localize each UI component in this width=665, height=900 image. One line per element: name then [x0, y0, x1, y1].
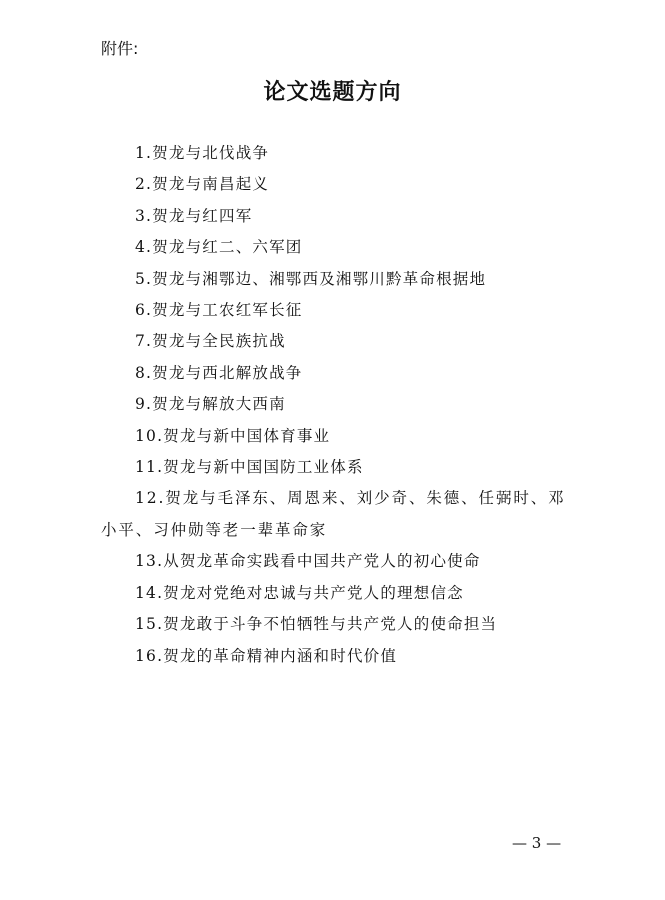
topic-item-11: 11.贺龙与新中国国防工业体系 [135, 458, 364, 477]
topic-item-4: 4.贺龙与红二、六军团 [135, 238, 303, 257]
page-number: — 3 — [512, 834, 562, 852]
topic-item-12: 12.贺龙与毛泽东、周恩来、刘少奇、朱德、任弼时、邓小平、习仲勋等老一辈革命家 [101, 489, 566, 539]
topic-item-3: 3.贺龙与红四军 [135, 206, 253, 225]
topic-item-13: 13.从贺龙革命实践看中国共产党人的初心使命 [135, 552, 481, 571]
topic-item-6: 6.贺龙与工农红军长征 [135, 301, 303, 320]
topic-item-15: 15.贺龙敢于斗争不怕牺牲与共产党人的使命担当 [135, 615, 498, 634]
topic-item-10: 10.贺龙与新中国体育事业 [135, 426, 331, 445]
topic-item-2: 2.贺龙与南昌起义 [135, 175, 270, 194]
attachment-label: 附件: [101, 39, 139, 58]
topic-item-9: 9.贺龙与解放大西南 [135, 395, 286, 414]
topic-item-16: 16.贺龙的革命精神内涵和时代价值 [135, 646, 398, 665]
topic-item-8: 8.贺龙与西北解放战争 [135, 363, 303, 382]
document-title: 论文选题方向 [263, 80, 402, 105]
topic-list [101, 138, 571, 672]
topic-item-5: 5.贺龙与湘鄂边、湘鄂西及湘鄂川黔革命根据地 [135, 269, 487, 288]
topic-item-7: 7.贺龙与全民族抗战 [135, 332, 286, 351]
topic-item-14: 14.贺龙对党绝对忠诚与共产党人的理想信念 [135, 583, 464, 602]
topic-item-1: 1.贺龙与北伐战争 [135, 144, 270, 162]
